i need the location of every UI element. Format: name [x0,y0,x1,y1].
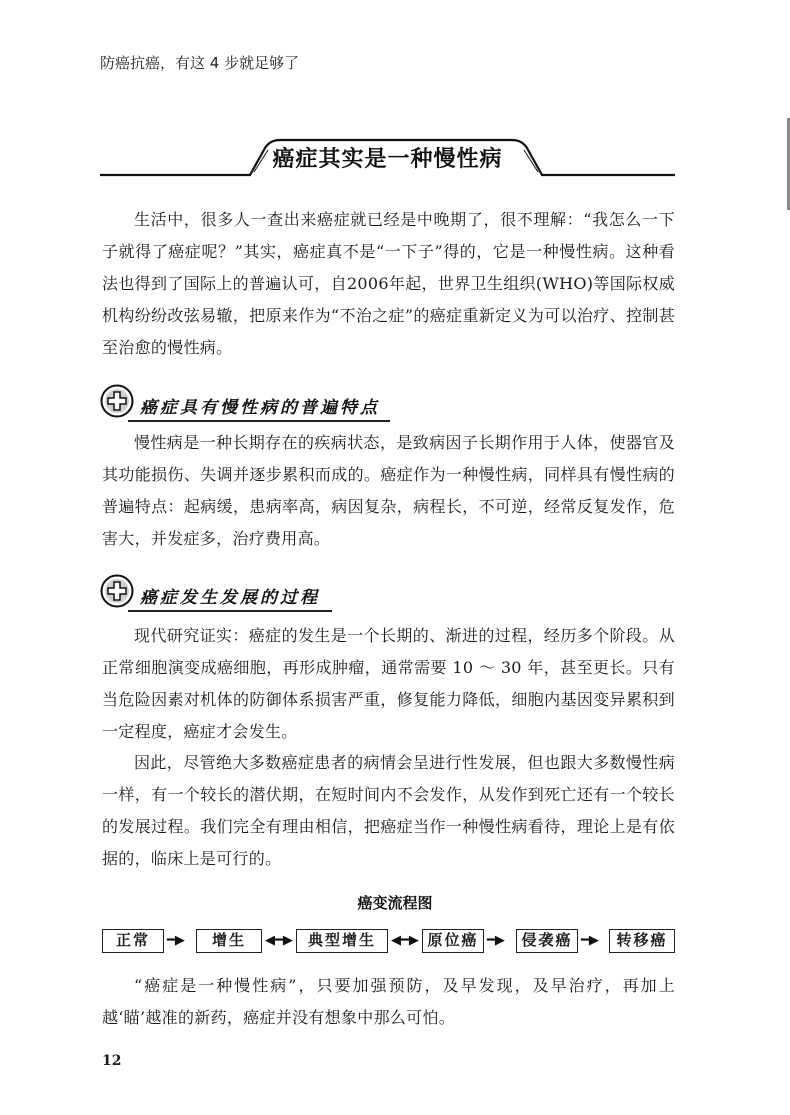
title-banner [100,134,675,180]
flow-step-normal: 正常 [102,929,164,953]
flow-step-invasive-cancer: 侵袭癌 [516,929,578,953]
arrow-right-icon: ━▶ [581,933,599,948]
paragraph-chronic-definition: 慢性病是一种长期存在的疾病状态，是致病因子长期作用于人体，使器官及其功能损伤、失调并逐步累积而成的。癌症作为一种慢性病，同样具有慢性病的普遍特点：起病缓，患病率高，病因复杂，病程长，不可逆，经常反复发作，危害大，并发症多，治疗费用高。 [102,433,675,548]
page-title: 癌症其实是一种慢性病 [272,147,503,172]
flow-step-carcinoma-in-situ: 原位癌 [422,929,484,953]
flow-step-hyperplasia: 增生 [196,929,262,953]
flow-step-metastatic-cancer: 转移癌 [609,929,675,953]
arrow-double-icon: ◀━▶ [265,933,293,948]
subhead-label: 癌症发生发展的过程 [140,588,320,608]
subhead-underline [128,420,390,422]
paragraph-therefore: 因此，尽管绝大多数癌症患者的病情会呈进行性发展，但也跟大多数慢性病一样，有一个较长的潜伏期，在短时间内不会发作，从发作到死亡还有一个较长的发展过程。我们完全有理由相信，把癌症当作一种慢性病看待，理论上是有依据的，临床上是可行的。 [102,753,675,868]
arrow-double-icon: ◀━▶ [391,933,419,948]
subhead-label: 癌症具有慢性病的普遍特点 [140,398,380,418]
flow-caption: 癌变流程图 [357,894,433,912]
arrow-right-icon: ━▶ [167,933,185,948]
paragraph-conclusion: “癌症是一种慢性病”，只要加强预防，及早发现，及早治疗，再加上越‘瞄’越准的新药，癌症并没有想象中那么可怕。 [102,976,675,1027]
medical-cross-icon [100,384,134,418]
subhead-cancer-process [100,574,332,612]
page-number: 12 [102,1053,122,1069]
paragraph-research: 现代研究证实：癌症的发生是一个长期的、渐进的过程，经历多个阶段。从正常细胞演变成癌细胞，再形成肿瘤，通常需要 10 ～ 30 年，甚至更长。只有当危险因素对机体的防御体系损害严重，修复能力降低，细胞内基因变异累积到一定程度，癌症才会发生。 [102,626,675,741]
flow-step-atypical-hyperplasia: 典型增生 [296,929,388,953]
paragraph-intro: 生活中，很多人一查出来癌症就已经是中晚期了，很不理解：“我怎么一下子就得了癌症呢？”其实，癌症真不是“一下子”得的，它是一种慢性病。这种看法也得到了国际上的普遍认可，自2006年起，世界卫生组织(WHO)等国际权威机构纷纷改弦易辙，把原来作为“不治之症”的癌症重新定义为可以治疗、控制甚至治愈的慢性病。 [102,210,675,357]
running-head: 防癌抗癌，有这 4 步就足够了 [100,54,300,72]
subhead-underline [128,610,332,612]
arrow-right-icon: ━▶ [487,933,505,948]
medical-cross-icon [100,574,134,608]
subhead-chronic-features [100,384,390,422]
